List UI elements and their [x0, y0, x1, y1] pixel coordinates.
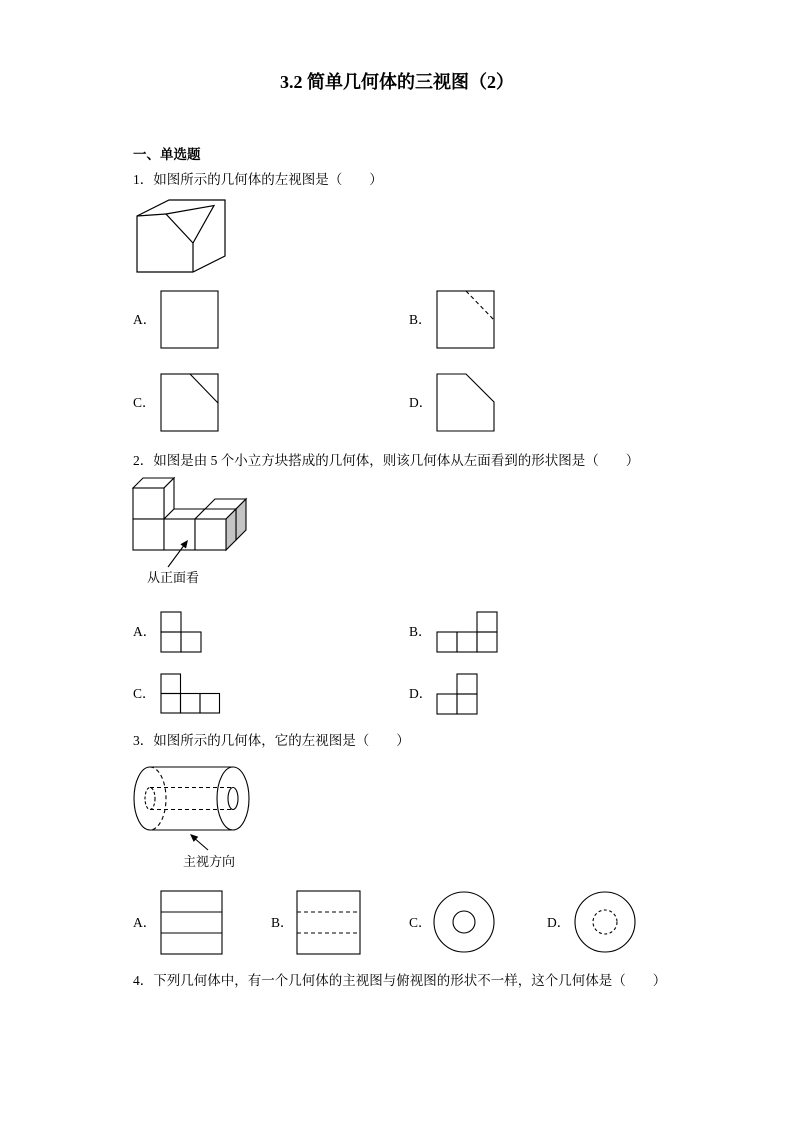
q1-option-c-figure — [161, 374, 218, 431]
q1-option-b-label: B． — [409, 312, 432, 327]
left-top-cube-front-face — [133, 488, 164, 519]
outer-circle — [434, 892, 494, 952]
q1-option-d-figure — [437, 374, 494, 431]
outer-circle — [575, 892, 635, 952]
square — [477, 612, 497, 632]
right-end-outer-ellipse — [217, 767, 249, 830]
q2-cube-stack-figure — [133, 478, 246, 567]
q1-option-c-label: C． — [133, 395, 156, 410]
q3-option-b-figure — [297, 891, 360, 954]
dashed-corner-line — [466, 291, 494, 320]
q3-option-a-label: A． — [133, 915, 157, 930]
square — [437, 632, 457, 652]
back-cube-top-face — [205, 499, 246, 509]
rectangle — [161, 891, 222, 954]
right-cube-top-face — [195, 509, 236, 519]
q3-figure-caption: 主视方向 — [183, 854, 236, 869]
left-top-cube-side-face — [164, 478, 174, 519]
square — [181, 632, 201, 652]
cut-triangle-face — [166, 206, 214, 244]
q2-figure-caption: 从正面看 — [147, 570, 200, 585]
q3-option-d-label: D． — [547, 915, 571, 930]
q3-option-a-figure — [161, 891, 222, 954]
inner-dashed-circle — [593, 910, 617, 934]
right-end-hole — [228, 788, 238, 810]
q1-option-d-label: D． — [409, 395, 433, 410]
left-bottom-cube-front-face — [133, 519, 164, 550]
square — [161, 374, 218, 431]
front-view-arrow-shaft — [168, 544, 185, 567]
cube-outline — [137, 200, 225, 272]
inner-circle — [453, 911, 475, 933]
q3-option-c-label: C． — [409, 915, 432, 930]
right-cube-side-face — [226, 509, 236, 550]
square — [161, 632, 181, 652]
rectangle — [297, 891, 360, 954]
square — [161, 694, 181, 714]
q2-option-c-label: C． — [133, 686, 156, 701]
middle-cube-front-face — [164, 519, 195, 550]
solid-corner-line — [190, 374, 218, 403]
left-top-cube-top-face — [133, 478, 174, 488]
question-3-stem: 3．如图所示的几何体，它的左视图是（ ） — [133, 733, 410, 748]
q3-option-d-figure — [575, 892, 635, 952]
q3-option-b-label: B． — [271, 915, 294, 930]
square — [457, 694, 477, 714]
square — [161, 291, 218, 348]
q2-option-b-label: B． — [409, 624, 432, 639]
q1-option-a-figure — [161, 291, 218, 348]
middle-cube-top-face — [164, 509, 205, 519]
square — [477, 632, 497, 652]
right-cube-front-face — [195, 519, 226, 550]
question-2-stem: 2．如图是由 5 个小立方块搭成的几何体，则该几何体从左面看到的形状图是（ ） — [133, 453, 640, 468]
square — [200, 694, 220, 714]
square — [457, 674, 477, 694]
front-view-arrow-head — [180, 540, 188, 549]
square — [161, 674, 181, 694]
left-end-visible-arc — [134, 767, 150, 830]
square — [437, 694, 457, 714]
square — [437, 291, 494, 348]
q2-option-d-label: D． — [409, 686, 433, 701]
q2-option-a-figure — [161, 612, 201, 652]
square — [181, 694, 201, 714]
square — [161, 612, 181, 632]
main-view-arrow-shaft — [193, 837, 208, 850]
back-cube-side-face — [236, 499, 246, 540]
front-top-edge — [137, 214, 166, 216]
left-end-hidden-arc — [150, 767, 166, 830]
main-view-arrow-head — [190, 834, 198, 842]
q1-option-a-label: A． — [133, 312, 157, 327]
q1-cut-cube-figure — [137, 200, 225, 272]
left-end-hidden-hole — [145, 788, 155, 810]
question-4-stem: 4．下列几何体中，有一个几何体的主视图与俯视图的形状不一样，这个几何体是（ ） — [133, 973, 667, 988]
q2-option-c-figure — [161, 674, 220, 713]
q2-option-d-figure — [437, 674, 477, 714]
q1-option-b-figure — [437, 291, 494, 348]
q2-option-a-label: A． — [133, 624, 157, 639]
q3-option-c-figure — [434, 892, 494, 952]
q2-option-b-figure — [437, 612, 497, 652]
page-title: 3.2 简单几何体的三视图（2） — [280, 72, 514, 92]
cut-corner-square — [437, 374, 494, 431]
square — [457, 632, 477, 652]
q3-hollow-cylinder-figure — [134, 767, 249, 850]
section-heading: 一、单选题 — [133, 147, 201, 162]
question-1-stem: 1．如图所示的几何体的左视图是（ ） — [133, 172, 383, 187]
